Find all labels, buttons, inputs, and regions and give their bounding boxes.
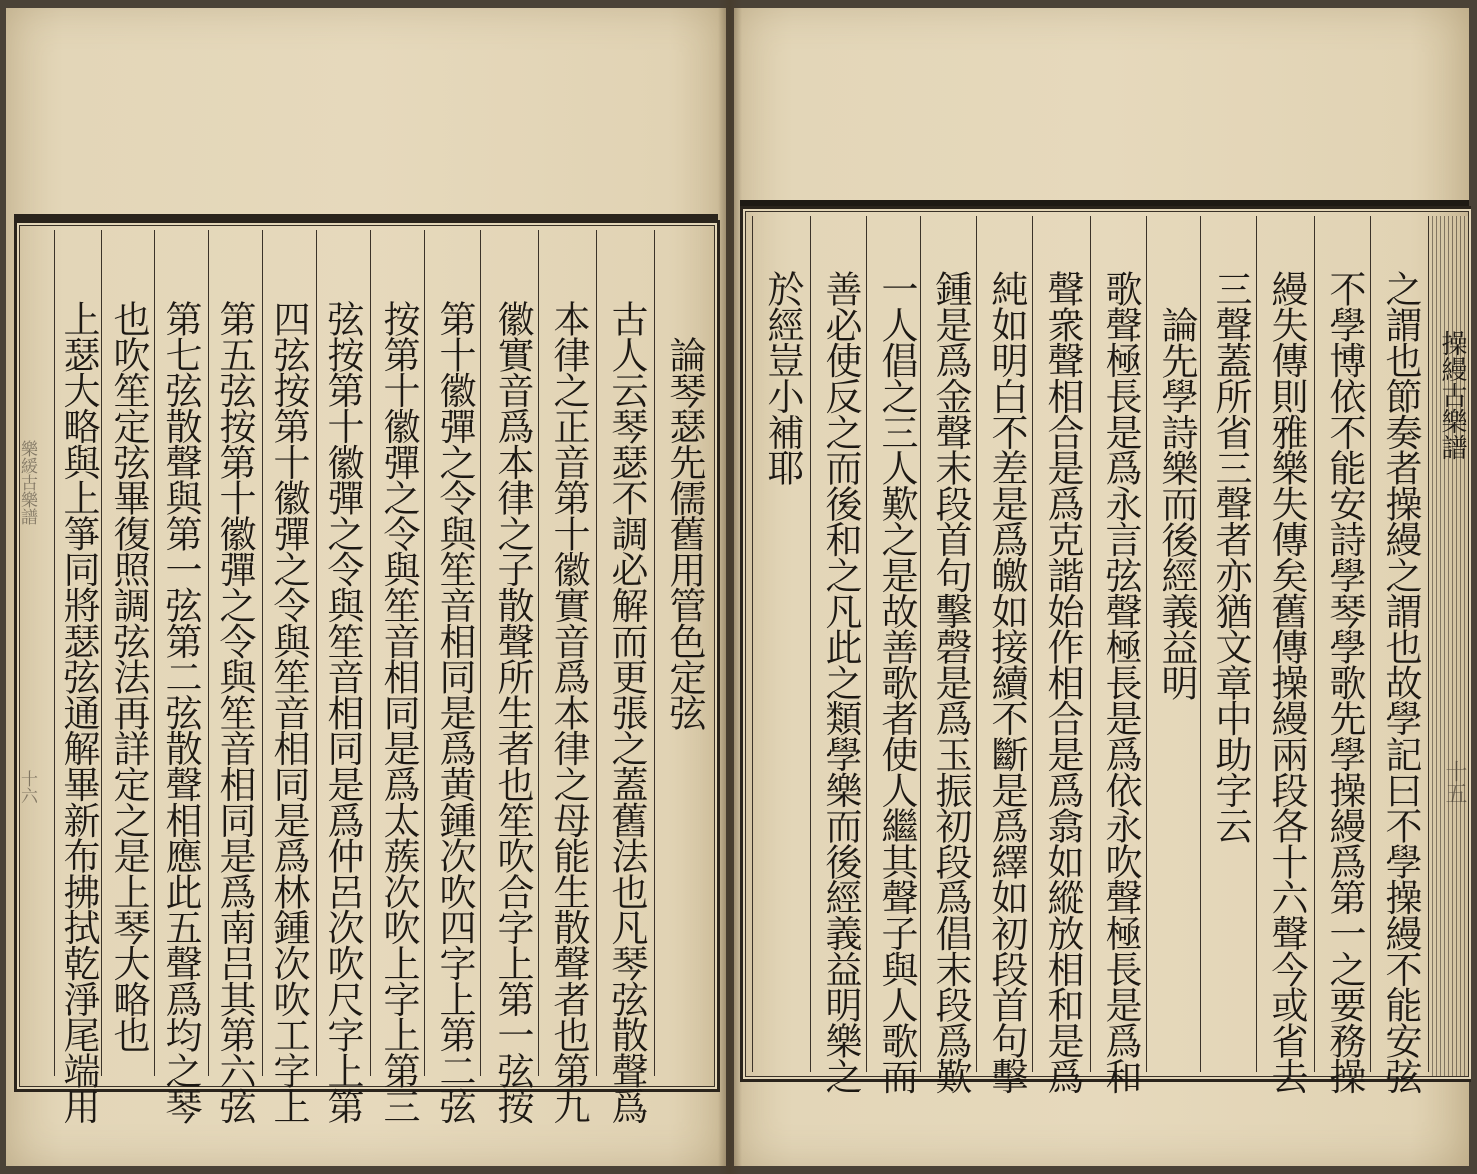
right-text-column-3: 縵失傳則雅樂失傳矣舊傳操縵兩段各十六聲今或省去 <box>1265 270 1308 1094</box>
left-text-column-6: 弦按第十徽彈之令與笙音相同是爲仲呂次吹尺字上第 <box>321 300 364 1124</box>
column-rule <box>1090 216 1091 1072</box>
right-text-column-11: 於經豈小補耶 <box>761 270 804 485</box>
column-rule <box>154 230 155 1076</box>
left-margin-page-number: 十六 <box>17 770 37 804</box>
column-rule <box>1314 216 1315 1072</box>
column-rule <box>1256 216 1257 1072</box>
column-rule <box>316 230 317 1076</box>
column-rule <box>538 230 539 1076</box>
column-rule <box>920 216 921 1072</box>
left-text-column-5: 按第十徽彈之令與笙音相同是爲太蔟次吹上字上第三 <box>377 300 420 1124</box>
right-text-column-6: 聲衆聲相合是爲克諧始作相合是爲翕如縱放相和是爲 <box>1041 270 1084 1094</box>
right-text-column-4: 三聲蓋所省三聲者亦猶文章中助字云 <box>1209 270 1252 843</box>
left-text-column-3: 徽實音爲本律之子散聲所生者也笙吹合字上第一弦按 <box>491 300 534 1124</box>
column-rule <box>976 216 977 1072</box>
right-text-column-7: 純如明白不差是爲皦如接續不斷是爲繹如初段首句擊 <box>985 270 1028 1094</box>
column-rule <box>480 230 481 1076</box>
right-text-column-1: 之謂也節奏者操縵之謂也故學記曰不學操縵不能安弦 <box>1379 270 1422 1094</box>
column-rule <box>596 230 597 1076</box>
right-margin-page-number: 十五 <box>1442 760 1467 804</box>
left-text-column-1: 古人云琴瑟不調必解而更張之蓋舊法也凡琴弦散聲爲 <box>605 300 648 1124</box>
right-text-column-2: 不學博依不能安詩學琴學歌先學操縵爲第一之要務操 <box>1323 270 1366 1094</box>
column-rule <box>752 216 753 1072</box>
column-rule <box>370 230 371 1076</box>
column-rule <box>1032 216 1033 1072</box>
column-rule <box>1146 216 1147 1072</box>
right-text-column-5: 歌聲極長是爲永言弦聲極長是爲依永吹聲極長是爲和 <box>1099 270 1142 1094</box>
column-rule <box>1428 216 1429 1072</box>
right-text-column-9: 一人倡之三人歎之是故善歌者使人繼其聲子與人歌而 <box>875 270 918 1094</box>
left-heading: 論琴瑟先儒舊用管色定弦 <box>663 336 706 730</box>
left-text-column-8: 第五弦按第十徽彈之令與笙音相同是爲南吕其第六弦 <box>213 300 256 1124</box>
column-rule <box>54 230 55 1076</box>
column-rule <box>810 216 811 1072</box>
left-text-column-4: 第十徽彈之令與笙音相同是爲黄鍾次吹四字上第二弦 <box>433 300 476 1124</box>
column-rule <box>262 230 263 1076</box>
right-margin-title: 操縵古樂譜 <box>1437 330 1467 460</box>
column-rule <box>1200 216 1201 1072</box>
left-text-column-7: 四弦按第十徽彈之令與笙音相同是爲林鍾次吹工字上 <box>267 300 310 1124</box>
column-rule <box>208 230 209 1076</box>
right-heading: 論先學詩樂而後經義益明 <box>1155 306 1198 700</box>
column-rule <box>424 230 425 1076</box>
left-text-column-11: 上瑟大略與上箏同將瑟弦通解畢新布拂拭乾淨尾端用 <box>57 300 100 1124</box>
left-margin-title: 樂緩古樂譜 <box>17 440 37 525</box>
column-rule <box>654 230 655 1076</box>
left-text-column-2: 本律之正音第十徽實音爲本律之母能生散聲者也第九 <box>547 300 590 1124</box>
column-rule <box>101 230 102 1076</box>
column-rule <box>1370 216 1371 1072</box>
column-rule <box>866 216 867 1072</box>
left-text-column-10: 也吹笙定弦畢復照調弦法再詳定之是上琴大略也 <box>107 300 150 1052</box>
book-gutter <box>718 0 742 1174</box>
right-text-column-8: 鍾是爲金聲末段首句擊磬是爲玉振初段爲倡末段爲歎 <box>929 270 972 1094</box>
right-text-column-10: 善必使反之而後和之凡此之類學樂而後經義益明樂之 <box>819 270 862 1094</box>
left-text-column-9: 第七弦散聲與第一弦第二弦散聲相應此五聲爲均之琴 <box>159 300 202 1124</box>
